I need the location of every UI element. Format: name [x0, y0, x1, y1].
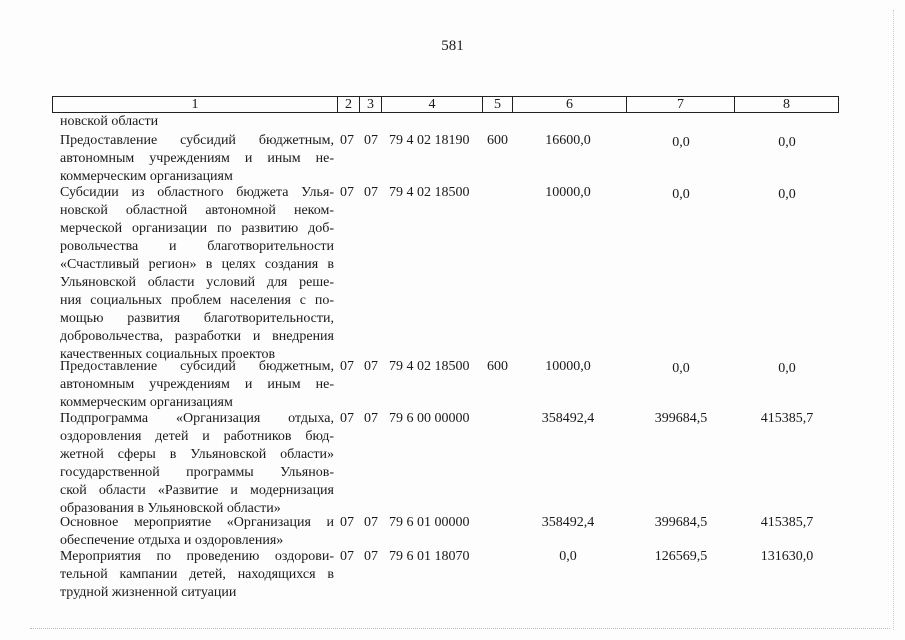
row-name [60, 514, 334, 550]
row-col-4: 79 6 00 00000 [389, 411, 470, 426]
row-name-line: ния социальных проблем населения с по- [60, 293, 334, 308]
row-col-8: 415385,7 [760, 411, 814, 426]
row-name-line: образования в Ульяновской области» [60, 501, 281, 516]
header-col-5: 5 [482, 97, 512, 112]
row-name-line: ской области «Развитие и модернизация [60, 483, 334, 498]
scan-noise-bottom [30, 628, 890, 630]
row-col-8: 415385,7 [760, 515, 814, 530]
row-name-line: автономным учреждениям и иным не- [60, 377, 334, 392]
row-name-line: коммерческим организациям [60, 395, 233, 410]
row-col-3: 07 [364, 411, 378, 426]
row-col-7: 0,0 [672, 361, 690, 376]
row-name-line: мерческой организации по развитию доб- [60, 221, 334, 236]
row-name-line: Субсидии из областного бюджета Улья- [60, 185, 334, 200]
row-col-7: 0,0 [672, 187, 690, 202]
row-name-line: Основное мероприятие «Организация и [60, 515, 334, 530]
row-name-line: добровольчества, разработки и внедрения [60, 329, 334, 344]
row-name-line: «Счастливый регион» в целях создания в [60, 257, 334, 272]
row-name-line: государственной программы Ульянов- [60, 465, 334, 480]
row-name-line: Предоставление субсидий бюджетным, [60, 359, 334, 374]
row-col-6: 358492,4 [541, 411, 595, 426]
row-name-line: обеспечение отдыха и оздоровления» [60, 533, 284, 548]
header-col-7: 7 [626, 97, 734, 112]
row-col-3: 07 [364, 133, 378, 148]
header-col-4: 4 [381, 97, 482, 112]
row-name-line: качественных социальных проектов [60, 347, 276, 362]
row-col-7: 399684,5 [654, 515, 708, 530]
continuation-text: новской области [60, 114, 159, 129]
row-name [60, 184, 334, 364]
row-name-line: Предоставление субсидий бюджетным, [60, 133, 334, 148]
row-name-line: мощью развития благотворительности, [60, 311, 334, 326]
row-name-line: Ульяновской области условий для реше- [60, 275, 334, 290]
row-col-2: 07 [340, 549, 354, 564]
header-col-1: 1 [191, 97, 199, 112]
row-name-line: Подпрограмма «Организация отдыха, [60, 411, 334, 426]
row-col-2: 07 [340, 411, 354, 426]
row-col-3: 07 [364, 359, 378, 374]
row-col-2: 07 [340, 185, 354, 200]
row-col-8: 131630,0 [760, 549, 814, 564]
row-name [60, 132, 334, 186]
row-col-8: 0,0 [778, 361, 796, 376]
row-col-6: 10000,0 [545, 185, 591, 200]
row-col-4: 79 6 01 00000 [389, 515, 470, 530]
row-col-6: 358492,4 [541, 515, 595, 530]
row-name-line: трудной жизненной ситуации [60, 585, 237, 600]
row-col-7: 126569,5 [654, 549, 708, 564]
row-col-4: 79 4 02 18500 [389, 185, 470, 200]
header-col-3: 3 [359, 97, 381, 112]
row-name-line: жетной сферы в Ульяновской области» [60, 447, 334, 462]
row-col-3: 07 [364, 515, 378, 530]
row-col-6: 0,0 [559, 549, 577, 564]
page-number: 581 [441, 38, 464, 54]
row-col-4: 79 6 01 18070 [389, 549, 470, 564]
row-col-4: 79 4 02 18500 [389, 359, 470, 374]
row-col-5: 600 [487, 359, 508, 374]
row-name-line: автономным учреждениям и иным не- [60, 151, 334, 166]
row-col-2: 07 [340, 515, 354, 530]
row-col-8: 0,0 [778, 135, 796, 150]
row-col-3: 07 [364, 549, 378, 564]
header-col-8: 8 [734, 97, 838, 112]
row-name-line: Мероприятия по проведению оздорови- [60, 549, 334, 564]
header-col-6: 6 [512, 97, 626, 112]
row-name-line: коммерческим организациям [60, 169, 233, 184]
row-name-line: оздоровления детей и работников бюд- [60, 429, 334, 444]
row-col-8: 0,0 [778, 187, 796, 202]
row-name-line: тельной кампании детей, находящихся в [60, 567, 334, 582]
row-name-line: новской областной автономной неком- [60, 203, 334, 218]
row-col-6: 16600,0 [545, 133, 591, 148]
row-name [60, 410, 334, 518]
row-name-line: ровольчества и благотворительности [60, 239, 334, 254]
row-col-7: 0,0 [672, 135, 690, 150]
row-col-2: 07 [340, 359, 354, 374]
row-col-3: 07 [364, 185, 378, 200]
row-col-5: 600 [487, 133, 508, 148]
row-col-4: 79 4 02 18190 [389, 133, 470, 148]
table-header [52, 96, 839, 113]
row-col-7: 399684,5 [654, 411, 708, 426]
row-col-6: 10000,0 [545, 359, 591, 374]
row-name [60, 548, 334, 602]
scan-noise-right [893, 10, 895, 630]
header-col-2: 2 [337, 97, 359, 112]
row-name [60, 358, 334, 412]
row-col-2: 07 [340, 133, 354, 148]
